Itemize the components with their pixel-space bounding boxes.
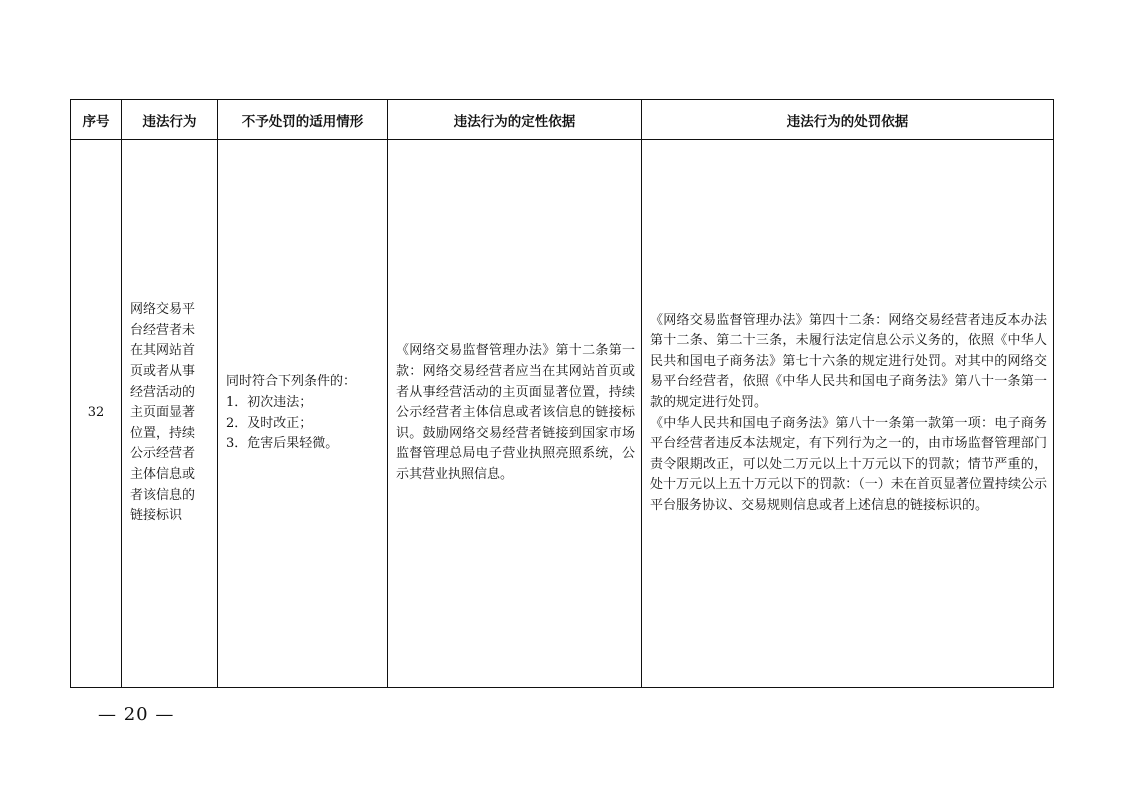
violation-line: 页或者从事 (130, 364, 196, 380)
table-header-row (71, 100, 1054, 140)
exemption-line: 1．初次违法； (226, 394, 313, 410)
page-number: — 20 — (98, 704, 175, 725)
violation-line: 经营活动的 (130, 384, 196, 400)
header-exemption-conditions: 不予处罚的适用情形 (218, 100, 388, 140)
violation-line: 者该信息的 (130, 487, 196, 503)
cell-exemption-conditions (218, 140, 388, 688)
header-penalty-basis: 违法行为的处罚依据 (642, 100, 1054, 140)
violation-line: 台经营者未 (130, 322, 196, 338)
header-serial-number: 序号 (71, 100, 122, 140)
violation-line: 网络交易平 (130, 302, 196, 318)
cell-penalty-basis (642, 140, 1054, 688)
exemption-line: 3．危害后果轻微。 (226, 436, 339, 452)
violation-line: 在其网站首 (130, 343, 196, 359)
violation-line: 主页面显著 (130, 405, 196, 421)
penalty-paragraph: 《中华人民共和国电子商务法》第八十一条第一款第一项：电子商务平台经营者违反本法规定，有下列行为之一的，由市场监督管理部门责令限期改正，可以处二万元以上十万元以下的罚款；情节严重的，处十万元以上五十万元以下的罚款：（一）未在首页显著位置持续公示平台服务协议、交易规则信息或者上述信息的链接标识的。 (650, 415, 1047, 513)
violation-line: 主体信息或 (130, 466, 196, 482)
violation-line: 链接标识 (130, 508, 183, 524)
cell-qualitative-basis: 《网络交易监督管理办法》第十二条第一款：网络交易经营者应当在其网站首页或者从事经营活动的主页面显著位置，持续公示经营者主体信息或者该信息的链接标识。鼓励网络交易经营者链接到国家市场监督管理总局电子营业执照亮照系统，公示其营业执照信息。 (388, 140, 642, 688)
exemption-line: 同时符合下列条件的： (226, 374, 357, 390)
cell-violation (122, 140, 218, 688)
regulation-table (70, 99, 1054, 688)
header-violation: 违法行为 (122, 100, 218, 140)
table-row (71, 140, 1054, 688)
violation-line: 公示经营者 (130, 446, 196, 462)
penalty-paragraph: 《网络交易监督管理办法》第四十二条：网络交易经营者违反本办法第十二条、第二十三条，未履行法定信息公示义务的，依照《中华人民共和国电子商务法》第七十六条的规定进行处罚。对其中的网络交易平台经营者，依照《中华人民共和国电子商务法》第八十一条第一款的规定进行处罚。 (650, 312, 1047, 410)
cell-serial-number: 32 (71, 140, 122, 688)
violation-line: 位置，持续 (130, 425, 196, 441)
header-qualitative-basis: 违法行为的定性依据 (388, 100, 642, 140)
exemption-line: 2．及时改正； (226, 415, 313, 431)
